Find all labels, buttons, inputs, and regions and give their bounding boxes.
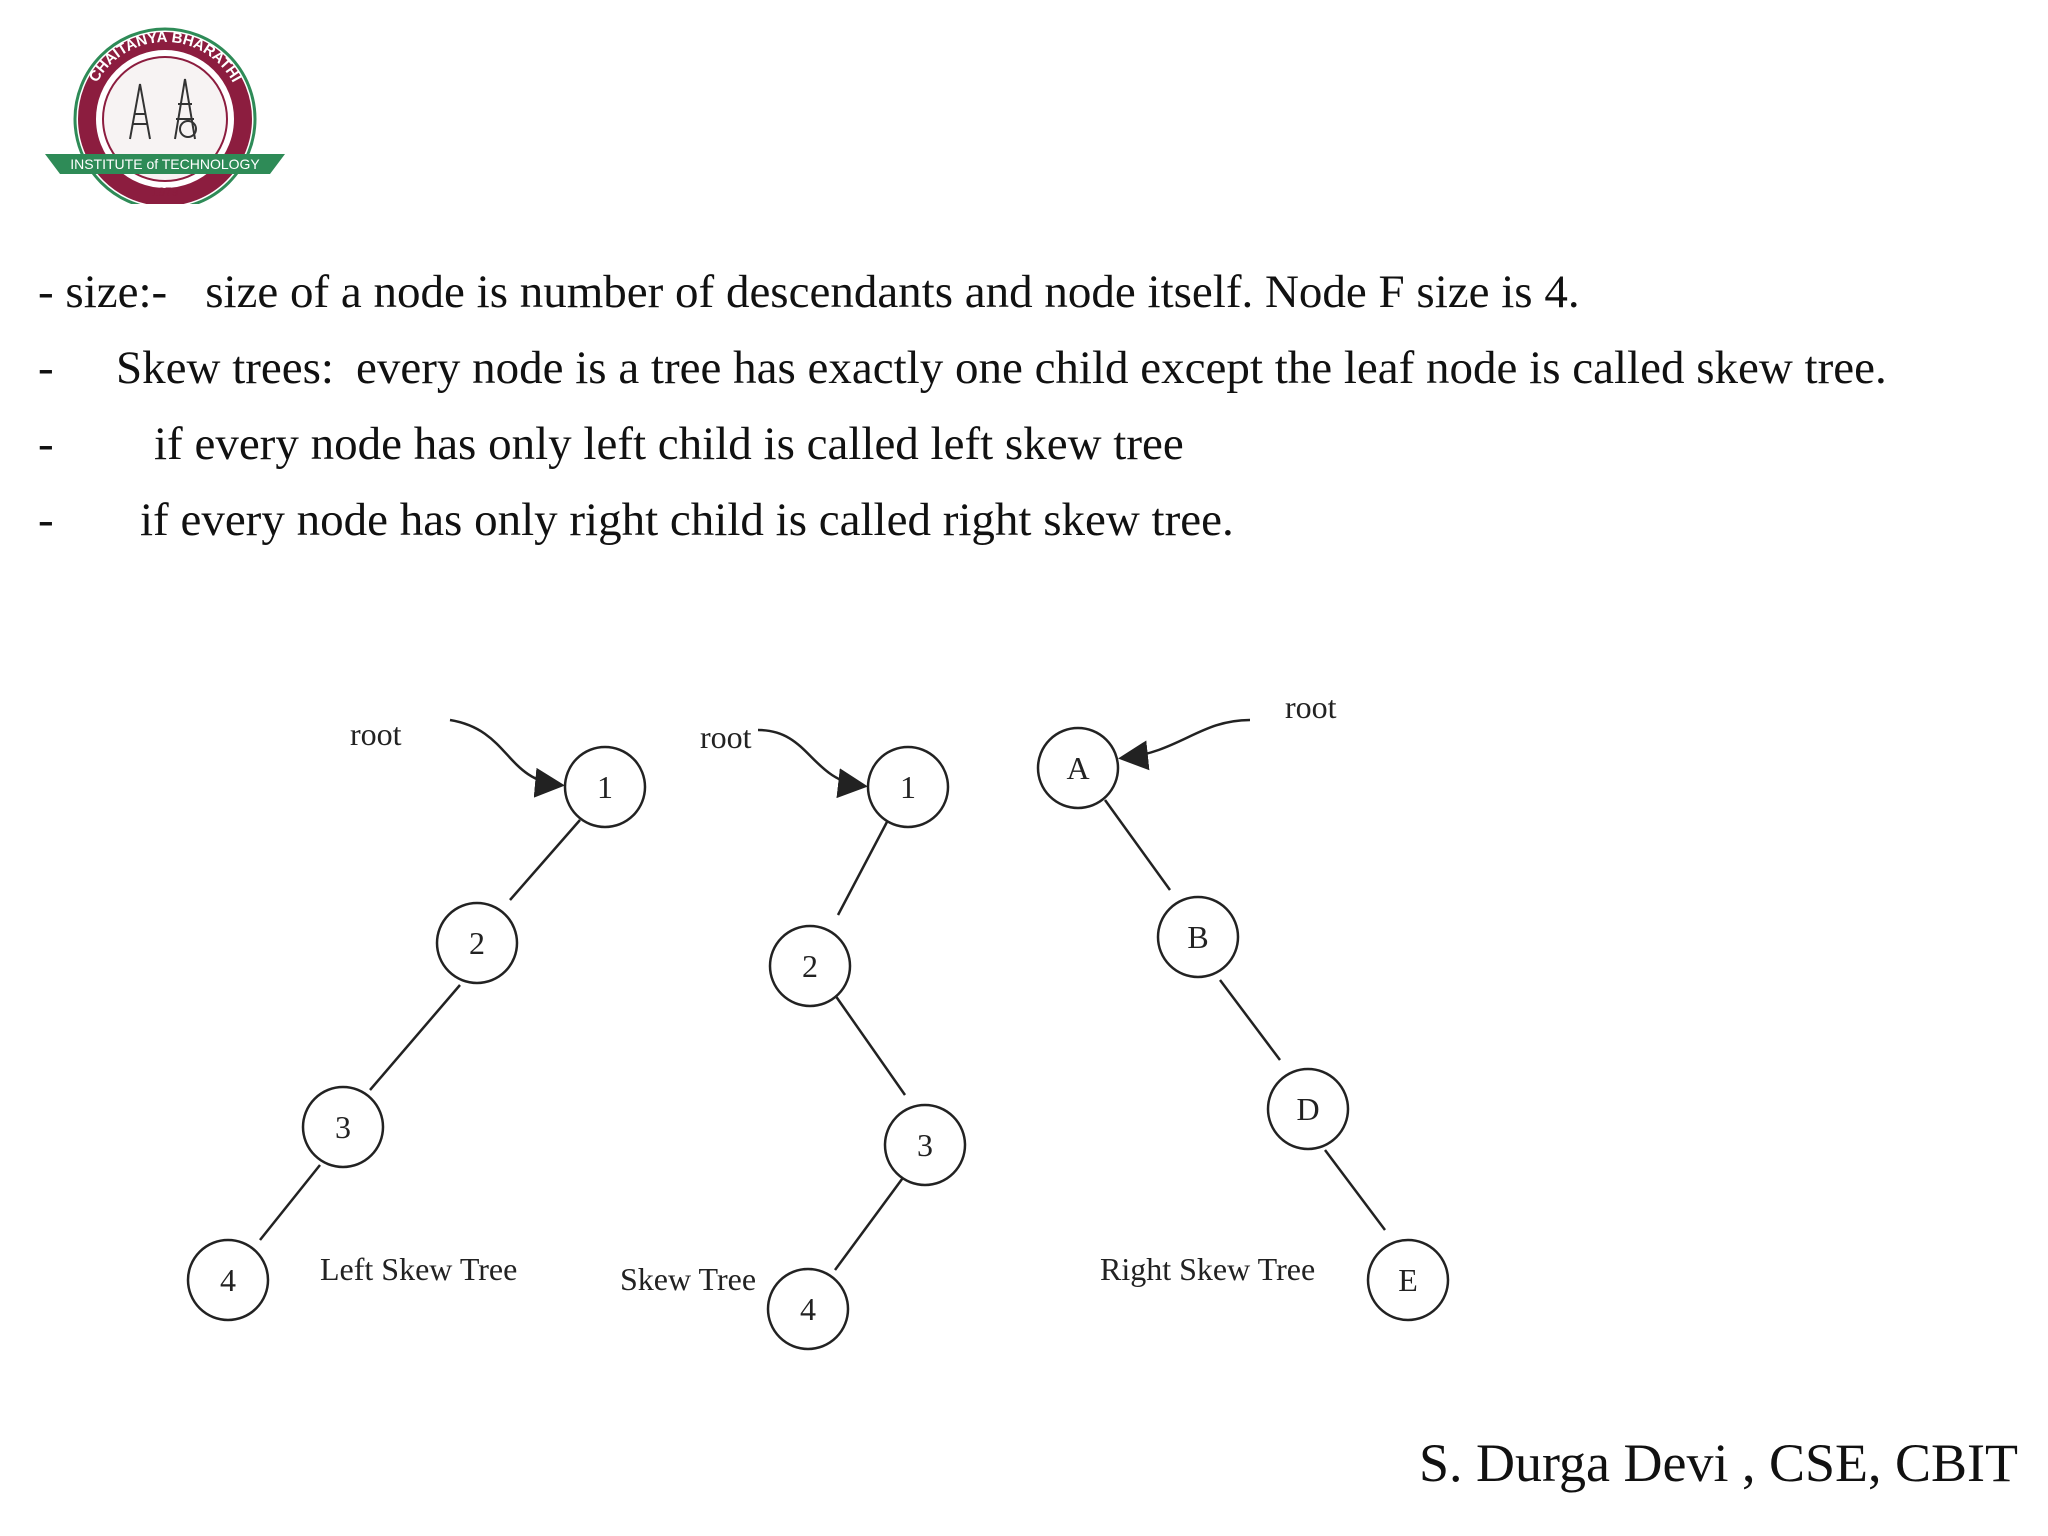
node-label: 3 <box>917 1127 933 1163</box>
institute-logo <box>40 24 290 204</box>
skew-tree <box>620 719 965 1349</box>
tree-edge <box>835 995 905 1095</box>
node-label: 3 <box>335 1109 351 1145</box>
root-label: root <box>350 716 402 752</box>
node-label: B <box>1187 919 1209 955</box>
bullet-dash: - <box>38 418 54 470</box>
tree-caption: Skew Tree <box>620 1261 757 1297</box>
root-label: root <box>700 719 752 755</box>
tree-edge <box>1105 800 1170 890</box>
bullet-list <box>38 262 1938 566</box>
root-arrow-icon <box>1123 720 1250 758</box>
left-skew-tree <box>188 716 645 1320</box>
root-arrow-icon <box>450 720 560 785</box>
left-skew-text: if every node has only left child is called left skew tree <box>154 418 1184 470</box>
tree-edge <box>510 820 580 900</box>
tree-edge <box>260 1165 320 1240</box>
skew-trees-diagram <box>160 690 1520 1390</box>
author-footer: S. Durga Devi , CSE, CBIT <box>1418 1433 2018 1493</box>
tree-edge <box>1220 980 1280 1060</box>
tree-edge <box>370 985 460 1090</box>
node-label: A <box>1066 750 1090 786</box>
bullet-size <box>38 262 1938 322</box>
node-label: 1 <box>900 769 916 805</box>
tree-caption: Right Skew Tree <box>1100 1251 1316 1287</box>
logo-top-text: CHAITANYA BHARATHI <box>85 28 245 86</box>
size-term: - size:- <box>38 266 168 318</box>
logo-year: 1979 <box>151 185 179 199</box>
skew-text: every node is a tree has exactly one child except the leaf node is called skew tree. <box>355 342 1887 394</box>
node-label: 4 <box>800 1291 816 1327</box>
tree-edge <box>1325 1150 1385 1230</box>
bullet-right-skew <box>38 490 1938 550</box>
right-skew-tree <box>1038 690 1448 1320</box>
node-label: E <box>1398 1262 1418 1298</box>
logo-ribbon-text: INSTITUTE of TECHNOLOGY <box>70 156 260 172</box>
node-label: 4 <box>220 1262 236 1298</box>
institute-seal-icon <box>40 24 290 204</box>
tree-edge <box>838 820 888 915</box>
tree-edge <box>835 1175 905 1270</box>
bullet-dash: - <box>38 342 54 394</box>
root-label: root <box>1285 690 1337 725</box>
skew-term: Skew trees: <box>116 342 334 394</box>
node-label: D <box>1296 1091 1320 1127</box>
right-skew-text: if every node has only right child is called right skew tree. <box>140 494 1234 546</box>
node-label: 1 <box>597 769 613 805</box>
tree-caption: Left Skew Tree <box>320 1251 518 1287</box>
bullet-skew-trees <box>38 338 1938 398</box>
bullet-dash: - <box>38 494 54 546</box>
size-text: size of a node is number of descendants and node itself. Node F size is 4. <box>205 266 1580 318</box>
node-label: 2 <box>469 925 485 961</box>
root-arrow-icon <box>758 730 863 786</box>
node-label: 2 <box>802 948 818 984</box>
bullet-left-skew <box>38 414 1938 474</box>
